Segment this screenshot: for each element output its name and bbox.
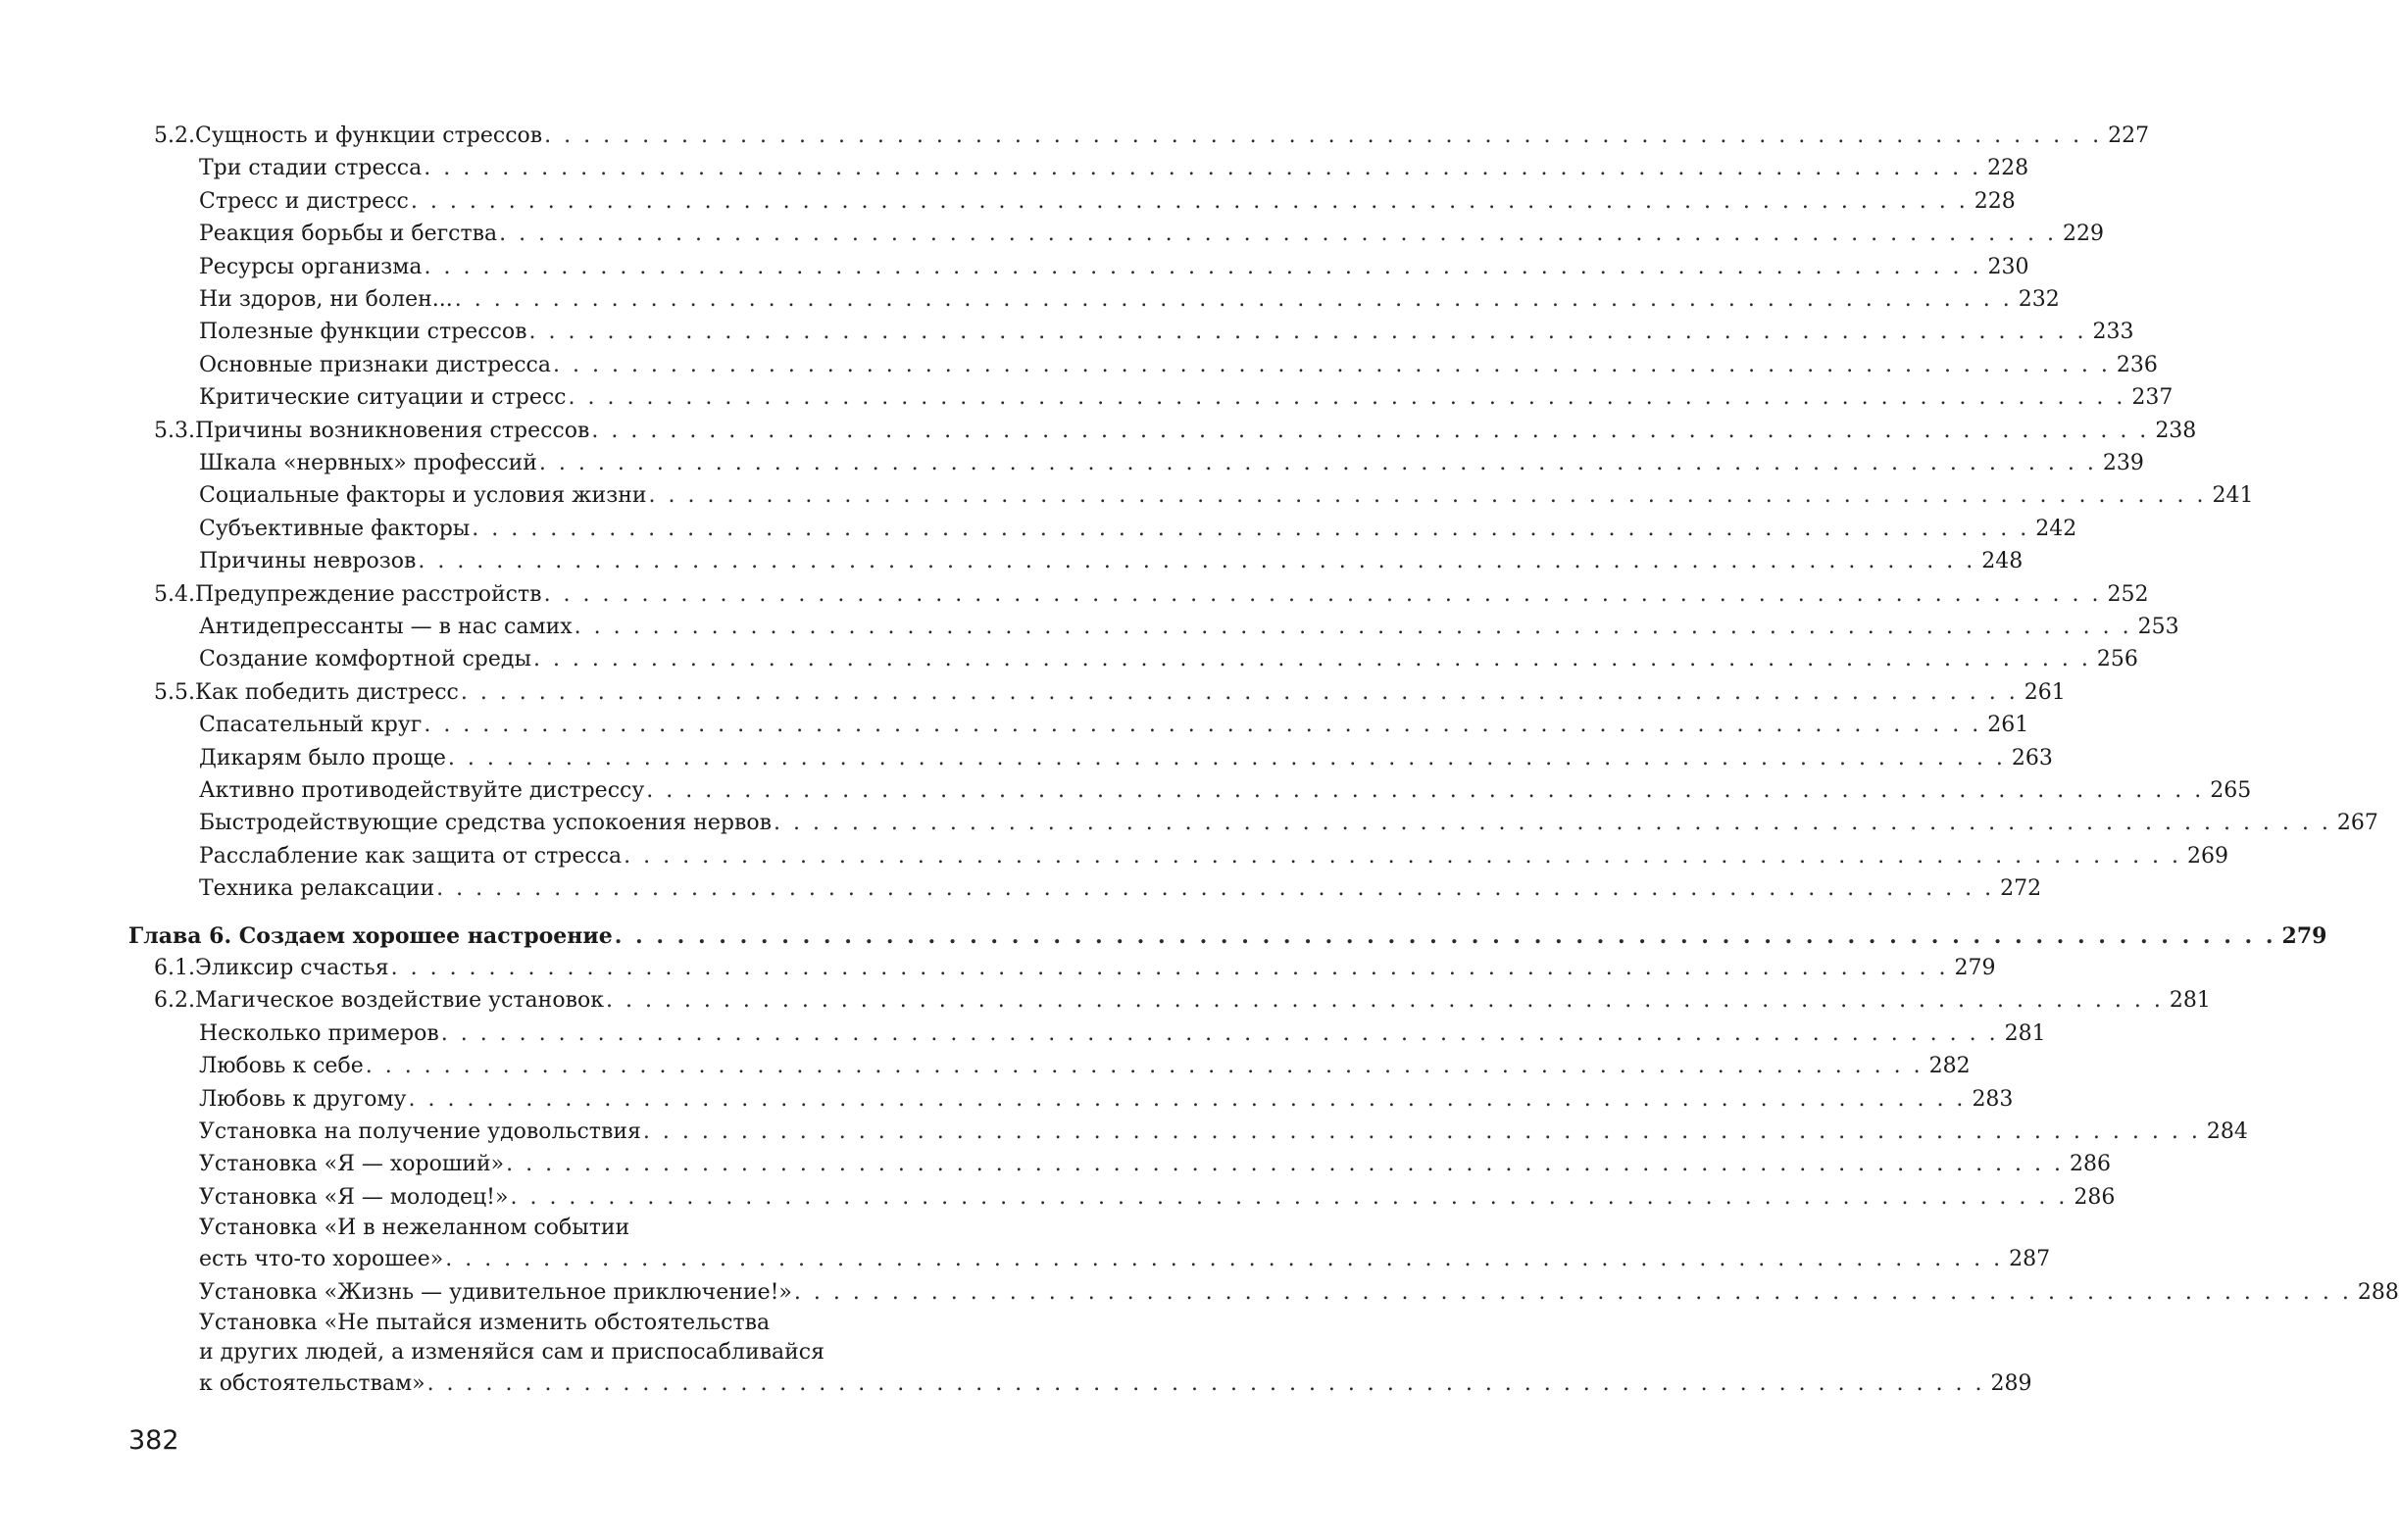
dot-leader: . . . . . . . . . . . . . . . . . . . . . . . . . . . . . . . . . . . . . . . . . . . . . . . . . . . . . . . . . . . . . . . . . . . . . . . . . . . . . . . . xyxy=(605,988,2164,1014)
dot-leader: . . . . . . . . . . . . . . . . . . . . . . . . . . . . . . . . . . . . . . . . . . . . . . . . . . . . . . . . . . . . . . . . . . . . . . . . . . . . . . . . xyxy=(544,124,2103,148)
toc-title: Основные признаки дистресса xyxy=(199,352,551,377)
toc-subsection xyxy=(199,1148,2112,1181)
dot-leader: . . . . . . . . . . . . . . . . . . . . . . . . . . . . . . . . . . . . . . . . . . . . . . . . . . . . . . . . . . . . . . . . . . . . . . . . . . . . . . . . xyxy=(445,1247,2004,1272)
dot-leader: . . . . . . . . . . . . . . . . . . . . . . . . . . . . . . . . . . . . . . . . . . . . . . . . . . . . . . . . . . . . . . . . . . . . . . . . . . . . . . . . xyxy=(424,713,1982,738)
dot-leader: . . . . . . . . . . . . . . . . . . . . . . . . . . . . . . . . . . . . . . . . . . . . . . . . . . . . . . . . . . . . . . . . . . . . . . . . . . . . . . . . xyxy=(390,956,1949,980)
toc-subsection xyxy=(199,218,2105,251)
toc-title: Субъективные факторы xyxy=(199,516,471,541)
toc-section-number: 5.2. xyxy=(154,124,195,148)
dot-leader: . . . . . . . . . . . . . . . . . . . . . . . . . . . . . . . . . . . . . . . . . . . . . . . . . . . . . . . . . . . . . . . . . . . . . . . . . . . . . . . . xyxy=(591,418,2150,443)
toc-title: Установка «Я — хороший» xyxy=(199,1152,505,1177)
dot-leader: . . . . . . . . . . . . . . . . . . . . . . . . . . . . . . . . . . . . . . . . . . . . . . . . . . . . . . . . . . . . . . . . . . . . . . . . . . . . . . . . xyxy=(528,320,2087,345)
toc-subsection xyxy=(199,643,2138,676)
dot-leader: . . . . . . . . . . . . . . . . . . . . . . . . . . . . . . . . . . . . . . . . . . . . . . . . . . . . . . . . . . . . . . . . . . . . . . . . . . . . . . . . xyxy=(408,1086,1967,1112)
dot-leader: . . . . . . . . . . . . . . . . . . . . . . . . . . . . . . . . . . . . . . . . . . . . . . . . . . . . . . . . . . . . . . . . . . . . . . . . . . . . . . . . xyxy=(773,811,2331,836)
toc-subsection xyxy=(199,381,2174,415)
dot-leader: . . . . . . . . . . . . . . . . . . . . . . . . . . . . . . . . . . . . . . . . . . . . . . . . . . . . . . . . . . . . . . . . . . . . . . . . . . . . . . . . xyxy=(426,1371,1985,1396)
toc-page-number: 281 xyxy=(2004,1020,2046,1046)
dot-leader: . . . . . . . . . . . . . . . . . . . . . . . . . . . . . . . . . . . . . . . . . . . . . . . . . . . . . . . . . . . . . . . . . . . . . . . . . . . . . . . . xyxy=(648,483,2207,509)
toc-title: Критические ситуации и стресс xyxy=(199,385,567,411)
toc-page-number: 228 xyxy=(1974,188,2016,214)
toc-section-number: 5.5. xyxy=(154,679,195,705)
toc-page-number: 289 xyxy=(1990,1371,2032,1396)
toc-subsection xyxy=(199,1309,2032,1401)
toc-title: Установка «Я — молодец!» xyxy=(199,1184,509,1210)
toc-title: Несколько примеров xyxy=(199,1020,439,1046)
dot-leader: . . . . . . . . . . . . . . . . . . . . . . . . . . . . . . . . . . . . . . . . . . . . . . . . . . . . . . . . . . . . . . . . . . . . . . . . . . . . . . . . xyxy=(543,581,2102,607)
dot-leader: . . . . . . . . . . . . . . . . . . . . . . . . . . . . . . . . . . . . . . . . . . . . . . . . . . . . . . . . . . . . . . . . . . . . . . . . . . . . . . . . xyxy=(574,615,2132,639)
toc-page-number: 256 xyxy=(2096,647,2138,672)
toc-page-number: 282 xyxy=(1928,1054,1971,1079)
toc-title: Причины неврозов xyxy=(199,549,417,574)
dot-leader: . . . . . . . . . . . . . . . . . . . . . . . . . . . . . . . . . . . . . . . . . . . . . . . . . . . . . . . . . . . . . . . . . . . . . . . . . . . . . . . . xyxy=(568,385,2126,411)
toc-title: Установка «Жизнь — удивительное приключение!» xyxy=(199,1279,792,1305)
toc-page-number: 242 xyxy=(2035,516,2077,541)
dot-leader: . . . . . . . . . . . . . . . . . . . . . . . . . . . . . . . . . . . . . . . . . . . . . . . . . . . . . . . . . . . . . . . . . . . . . . . . . . . . . . . . xyxy=(436,876,1995,902)
toc-subsection xyxy=(199,807,2378,840)
toc-subsection xyxy=(199,709,2029,742)
toc-subsection xyxy=(199,251,2029,284)
toc-subsection xyxy=(199,1181,2116,1215)
toc-subsection xyxy=(199,447,2144,480)
toc-title: Сущность и функции стрессов xyxy=(194,124,543,148)
dot-leader: . . . . . . . . . . . . . . . . . . . . . . . . . . . . . . . . . . . . . . . . . . . . . . . . . . . . . . . . . . . . . . . . . . . . . . . . . . . . . . . . xyxy=(793,1279,2352,1305)
toc-subsection xyxy=(199,185,2016,219)
toc-section xyxy=(154,120,2150,153)
toc-title: Полезные функции стрессов xyxy=(199,320,527,345)
dot-leader: . . . . . . . . . . . . . . . . . . . . . . . . . . . . . . . . . . . . . . . . . . . . . . . . . . . . . . . . . . . . . . . . . . . . . . . . . . . . . . . . xyxy=(424,254,1982,279)
toc-section-number: 6.2. xyxy=(154,988,195,1014)
dot-leader: . . . . . . . . . . . . . . . . . . . . . . . . . . . . . . . . . . . . . . . . . . . . . . . . . . . . . . . . . . . . . . . . . . . . . . . . . . . . . . . . xyxy=(440,1020,1999,1046)
toc-page-number: 263 xyxy=(2011,745,2053,770)
dot-leader: . . . . . . . . . . . . . . . . . . . . . . . . . . . . . . . . . . . . . . . . . . . . . . . . . . . . . . . . . . . . . . . . . . . . . . . . . . . . . . . . xyxy=(447,745,2006,770)
toc-section xyxy=(154,984,2211,1018)
toc-title: Расслабление как защита от стресса xyxy=(199,843,623,869)
toc-section xyxy=(154,578,2149,612)
toc-page-number: 248 xyxy=(1981,549,2024,574)
dot-leader: . . . . . . . . . . . . . . . . . . . . . . . . . . . . . . . . . . . . . . . . . . . . . . . . . . . . . . . . . . . . . . . . . . . . . . . . . . . . . . . . xyxy=(553,352,2111,377)
toc-title: Техника релаксации xyxy=(199,876,435,902)
toc-title: Спасательный круг xyxy=(199,713,423,738)
toc-page-number: 233 xyxy=(2092,320,2134,345)
toc-page-number: 286 xyxy=(2074,1184,2116,1210)
toc-section xyxy=(154,952,1996,985)
toc-title: Причины возникновения стрессов xyxy=(194,418,590,443)
toc-title: Эликсир счастья xyxy=(194,956,389,980)
toc-title: Антидепрессанты — в нас самих xyxy=(199,615,573,639)
dot-leader: . . . . . . . . . . . . . . . . . . . . . . . . . . . . . . . . . . . . . . . . . . . . . . . . . . . . . . . . . . . . . . . . . . . . . . . . . . . . . . . . xyxy=(499,222,2058,247)
toc-title: Дикарям было проще xyxy=(199,745,446,770)
dot-leader: . . . . . . . . . . . . . . . . . . . . . . . . . . . . . . . . . . . . . . . . . . . . . . . . . . . . . . . . . . . . . . . . . . . . . . . . . . . . . . . . xyxy=(365,1054,1924,1079)
dot-leader: . . . . . . . . . . . . . . . . . . . . . . . . . . . . . . . . . . . . . . . . . . . . . . . . . . . . . . . . . . . . . . . . . . . . . . . . . . . . . . . . xyxy=(472,516,2030,541)
toc-title-line: Установка «И в нежеланном событии xyxy=(199,1216,630,1241)
dot-leader: . . . . . . . . . . . . . . . . . . . . . . . . . . . . . . . . . . . . . . . . . . . . . . . . . . . . . . . . . . . . . . . . . . . . . . . . . . . . . . . . xyxy=(538,451,2097,475)
toc-section xyxy=(154,676,2066,710)
toc-title: Стресс и дистресс xyxy=(199,188,409,214)
toc-subsection xyxy=(199,479,2254,513)
toc-page-number: 267 xyxy=(2336,811,2378,836)
toc-subsection xyxy=(199,152,2029,185)
toc-section-number: 6.1. xyxy=(154,956,195,980)
toc-title: Ресурсы организма xyxy=(199,254,423,279)
toc-page-number: 279 xyxy=(1954,956,1996,980)
toc-subsection xyxy=(199,1083,2014,1117)
toc-subsection xyxy=(199,349,2158,382)
toc-page-number: 261 xyxy=(2024,679,2066,705)
toc-subsection xyxy=(199,1050,1971,1083)
toc-subsection xyxy=(199,545,2024,578)
toc-subsection xyxy=(199,1214,2051,1276)
toc-title-line: Установка «Не пытайся изменить обстоятельства xyxy=(199,1311,771,1335)
toc-subsection xyxy=(199,1018,2046,1051)
toc-page-number: 272 xyxy=(2000,876,2042,902)
dot-leader: . . . . . . . . . . . . . . . . . . . . . . . . . . . . . . . . . . . . . . . . . . . . . . . . . . . . . . . . . . . . . . . . . . . . . . . . . . . . . . . . xyxy=(646,778,2205,803)
page-number: 382 xyxy=(128,1425,179,1456)
toc-subsection xyxy=(199,611,2179,644)
toc-title: Социальные факторы и условия жизни xyxy=(199,483,647,509)
toc-title: Быстродействующие средства успокоения нервов xyxy=(199,811,772,836)
dot-leader: . . . . . . . . . . . . . . . . . . . . . . . . . . . . . . . . . . . . . . . . . . . . . . . . . . . . . . . . . . . . . . . . . . . . . . . . . . . . . . . . xyxy=(506,1152,2065,1177)
toc-page-number: 284 xyxy=(2206,1119,2248,1144)
toc-title: Ни здоров, ни болен... xyxy=(199,287,453,312)
toc-title: есть что-то хорошее» xyxy=(199,1247,444,1272)
dot-leader: . . . . . . . . . . . . . . . . . . . . . . . . . . . . . . . . . . . . . . . . . . . . . . . . . . . . . . . . . . . . . . . . . . . . . . . . . . . . . . . . xyxy=(510,1184,2069,1210)
toc-page-number: 283 xyxy=(1972,1086,2014,1112)
toc-subsection xyxy=(199,283,2060,317)
toc-page-number: 229 xyxy=(2063,222,2105,247)
toc-title: Создание комфортной среды xyxy=(199,647,531,672)
toc-page-number: 230 xyxy=(1987,254,2029,279)
toc-title: Реакция борьбы и бегства xyxy=(199,222,498,247)
toc-page-number: 228 xyxy=(1987,156,2029,181)
dot-leader: . . . . . . . . . . . . . . . . . . . . . . . . . . . . . . . . . . . . . . . . . . . . . . . . . . . . . . . . . . . . . . . . . . . . . . . . . . . . . . . . xyxy=(532,647,2091,672)
toc-subsection xyxy=(199,742,2053,775)
dot-leader: . . . . . . . . . . . . . . . . . . . . . . . . . . . . . . . . . . . . . . . . . . . . . . . . . . . . . . . . . . . . . . . . . . . . . . . . . . . . . . . . xyxy=(454,287,2013,312)
toc-subsection xyxy=(199,1276,2399,1310)
toc-page-number: 281 xyxy=(2169,988,2211,1014)
toc-subsection xyxy=(199,774,2252,808)
toc-title: Глава 6. Создаем хорошее настроение xyxy=(128,922,613,949)
toc-page-number: 236 xyxy=(2116,352,2158,377)
toc-page-number: 288 xyxy=(2357,1279,2399,1305)
toc-title: Активно противодействуйте дистрессу xyxy=(199,778,645,803)
toc-page-number: 279 xyxy=(2281,922,2327,949)
toc-subsection xyxy=(199,840,2229,873)
dot-leader: . . . . . . . . . . . . . . . . . . . . . . . . . . . . . . . . . . . . . . . . . . . . . . . . . . . . . . . . . . . . . . . . . . . . . . . . . . . . . . . . xyxy=(614,922,2276,949)
toc-section xyxy=(154,415,2197,448)
toc-page-number: 253 xyxy=(2137,615,2179,639)
dot-leader: . . . . . . . . . . . . . . . . . . . . . . . . . . . . . . . . . . . . . . . . . . . . . . . . . . . . . . . . . . . . . . . . . . . . . . . . . . . . . . . . xyxy=(642,1119,2201,1144)
toc-title: Предупреждение расстройств xyxy=(194,581,542,607)
toc-subsection xyxy=(199,872,2042,906)
toc-title: Любовь к другому xyxy=(199,1086,407,1112)
toc-section-number: 5.4. xyxy=(154,581,195,607)
toc-subsection xyxy=(199,1116,2248,1149)
toc-title: Шкала «нервных» профессий xyxy=(199,451,537,475)
dot-leader: . . . . . . . . . . . . . . . . . . . . . . . . . . . . . . . . . . . . . . . . . . . . . . . . . . . . . . . . . . . . . . . . . . . . . . . . . . . . . . . . xyxy=(460,679,2019,705)
toc-page-number: 252 xyxy=(2107,581,2149,607)
toc-title: Магическое воздействие установок xyxy=(194,988,604,1014)
toc-title: Три стадии стресса xyxy=(199,156,423,181)
toc-page-number: 269 xyxy=(2187,843,2229,869)
toc-section-number: 5.3. xyxy=(154,418,195,443)
toc-title: Любовь к себе xyxy=(199,1054,364,1079)
dot-leader: . . . . . . . . . . . . . . . . . . . . . . . . . . . . . . . . . . . . . . . . . . . . . . . . . . . . . . . . . . . . . . . . . . . . . . . . . . . . . . . . xyxy=(424,156,1982,181)
toc-page-number: 237 xyxy=(2131,385,2174,411)
toc-title-line: и других людей, а изменяйся сам и приспосабливайся xyxy=(199,1340,825,1365)
toc-page-number: 261 xyxy=(1987,713,2029,738)
toc-chapter xyxy=(128,919,2327,953)
toc-page-number: 239 xyxy=(2102,451,2144,475)
toc-subsection xyxy=(199,316,2134,349)
toc-page-number: 232 xyxy=(2018,287,2060,312)
toc-page-number: 227 xyxy=(2108,124,2150,148)
dot-leader: . . . . . . . . . . . . . . . . . . . . . . . . . . . . . . . . . . . . . . . . . . . . . . . . . . . . . . . . . . . . . . . . . . . . . . . . . . . . . . . . xyxy=(418,549,1976,574)
toc-page-number: 287 xyxy=(2009,1247,2051,1272)
toc-title: к обстоятельствам» xyxy=(199,1371,425,1396)
toc-page-number: 286 xyxy=(2070,1152,2112,1177)
toc-title: Установка на получение удовольствия xyxy=(199,1119,641,1144)
toc-page-number: 238 xyxy=(2155,418,2197,443)
toc-subsection xyxy=(199,513,2077,546)
dot-leader: . . . . . . . . . . . . . . . . . . . . . . . . . . . . . . . . . . . . . . . . . . . . . . . . . . . . . . . . . . . . . . . . . . . . . . . . . . . . . . . . xyxy=(624,843,2182,869)
dot-leader: . . . . . . . . . . . . . . . . . . . . . . . . . . . . . . . . . . . . . . . . . . . . . . . . . . . . . . . . . . . . . . . . . . . . . . . . . . . . . . . . xyxy=(410,188,1969,214)
toc-page-number: 265 xyxy=(2210,778,2252,803)
toc-page-number: 241 xyxy=(2212,483,2254,509)
toc-title: Как победить дистресс xyxy=(194,679,459,705)
